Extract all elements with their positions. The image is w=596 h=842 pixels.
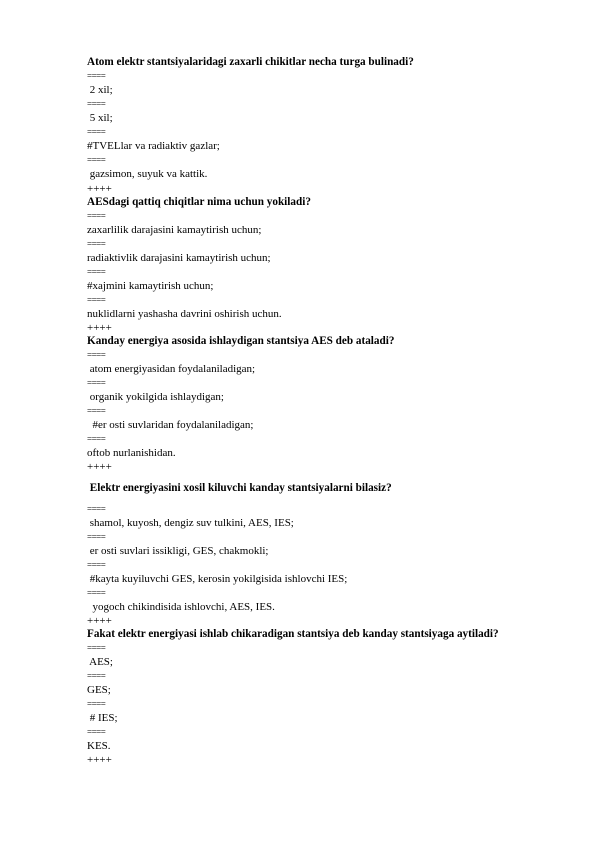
answer-option: er osti suvlari issikligi, GES, chakmokli; [87, 545, 269, 557]
separator: ==== [87, 127, 106, 137]
answer-option: KES. [87, 740, 111, 752]
answer-option: 5 xil; [87, 112, 113, 124]
answer-option: yogoch chikindisida ishlovchi, AES, IES. [87, 601, 275, 613]
separator: ==== [87, 727, 106, 737]
answer-option: atom energiyasidan foydalaniladigan; [87, 363, 256, 375]
separator: ==== [87, 350, 106, 360]
separator: ==== [87, 295, 106, 305]
separator: ==== [87, 239, 106, 249]
answer-option: shamol, kuyosh, dengiz suv tulkini, AES, IES; [87, 517, 294, 529]
answer-option-correct: #TVELlar va radiaktiv gazlar; [87, 140, 220, 152]
question-4: Elektr energiyasini xosil kiluvchi kanday stantsiyalarni bilasiz? [87, 482, 392, 494]
question-5: Fakat elektr energiyasi ishlab chikaradigan stantsiya deb kanday stantsiyaga aytiladi? [87, 628, 499, 640]
answer-option: nuklidlarni yashasha davrini oshirish uchun. [87, 308, 282, 320]
separator: ==== [87, 378, 106, 388]
question-3: Kanday energiya asosida ishlaydigan stantsiya AES deb ataladi? [87, 335, 395, 347]
answer-option-correct: # IES; [87, 712, 118, 724]
end-marker: ++++ [87, 754, 112, 766]
separator: ==== [87, 504, 106, 514]
separator: ==== [87, 71, 106, 81]
separator: ==== [87, 267, 106, 277]
question-2: AESdagi qattiq chiqitlar nima uchun yokiladi? [87, 196, 311, 208]
answer-option: AES; [87, 656, 113, 668]
separator: ==== [87, 211, 106, 221]
separator: ==== [87, 406, 106, 416]
separator: ==== [87, 99, 106, 109]
separator: ==== [87, 588, 106, 598]
question-1: Atom elektr stantsiyalaridagi zaxarli chikitlar necha turga bulinadi? [87, 56, 414, 68]
answer-option-correct: #kayta kuyiluvchi GES, kerosin yokilgisida ishlovchi IES; [87, 573, 348, 585]
separator: ==== [87, 699, 106, 709]
answer-option: radiaktivlik darajasini kamaytirish uchun; [87, 252, 271, 264]
answer-option: oftob nurlanishidan. [87, 447, 176, 459]
answer-option: organik yokilgida ishlaydigan; [87, 391, 224, 403]
answer-option: 2 xil; [87, 84, 113, 96]
separator: ==== [87, 671, 106, 681]
end-marker: ++++ [87, 461, 112, 473]
end-marker: ++++ [87, 322, 112, 334]
end-marker: ++++ [87, 615, 112, 627]
separator: ==== [87, 643, 106, 653]
answer-option: GES; [87, 684, 111, 696]
answer-option: zaxarlilik darajasini kamaytirish uchun; [87, 224, 262, 236]
end-marker: ++++ [87, 183, 112, 195]
separator: ==== [87, 155, 106, 165]
answer-option-correct: #er osti suvlaridan foydalaniladigan; [87, 419, 254, 431]
separator: ==== [87, 434, 106, 444]
separator: ==== [87, 560, 106, 570]
answer-option: gazsimon, suyuk va kattik. [87, 168, 208, 180]
answer-option-correct: #xajmini kamaytirish uchun; [87, 280, 214, 292]
separator: ==== [87, 532, 106, 542]
